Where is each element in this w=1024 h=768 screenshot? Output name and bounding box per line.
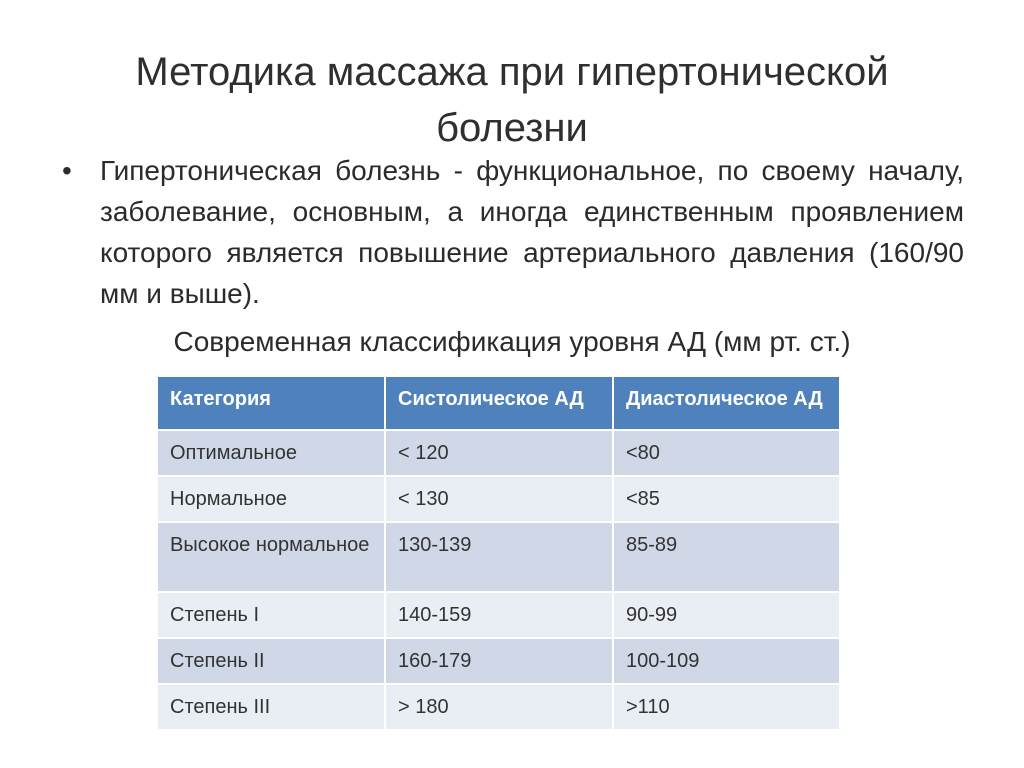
table-header-row	[157, 376, 840, 430]
cell-category: Нормальное	[157, 476, 385, 522]
table-row	[157, 638, 840, 684]
cell-systolic: 160-179	[385, 638, 613, 684]
cell-category: Степень I	[157, 592, 385, 638]
table-row	[157, 592, 840, 638]
cell-diastolic: <85	[613, 476, 840, 522]
cell-category: Степень III	[157, 684, 385, 730]
table-row	[157, 684, 840, 730]
cell-systolic: 130-139	[385, 522, 613, 592]
bp-classification-table	[156, 375, 841, 731]
cell-category: Оптимальное	[157, 430, 385, 476]
cell-category: Степень II	[157, 638, 385, 684]
cell-diastolic: 90-99	[613, 592, 840, 638]
table-row	[157, 476, 840, 522]
header-systolic: Систолическое АД	[385, 376, 613, 430]
bullet-list	[62, 150, 964, 314]
header-diastolic: Диастолическое АД	[613, 376, 840, 430]
bullet-item	[62, 150, 964, 314]
cell-systolic: > 180	[385, 684, 613, 730]
slide-title: Методика массажа при гипертонической болезни	[135, 50, 889, 150]
cell-diastolic: 85-89	[613, 522, 840, 592]
cell-systolic: 140-159	[385, 592, 613, 638]
cell-diastolic: 100-109	[613, 638, 840, 684]
bullet-marker: •	[62, 155, 72, 186]
cell-category: Высокое нормальное	[157, 522, 385, 592]
cell-diastolic: >110	[613, 684, 840, 730]
header-category: Категория	[157, 376, 385, 430]
bullet-text: Гипертоническая болезнь - функциональное, по своему началу, заболевание, основным, а иногда единственным проявлением которого является повышение артериального давления (160/90 мм и выше).	[100, 155, 964, 309]
table-row	[157, 430, 840, 476]
cell-systolic: < 120	[385, 430, 613, 476]
table-caption: Современная классификация уровня АД (мм рт. ст.)	[173, 326, 851, 357]
cell-diastolic: <80	[613, 430, 840, 476]
cell-systolic: < 130	[385, 476, 613, 522]
table-row	[157, 522, 840, 592]
